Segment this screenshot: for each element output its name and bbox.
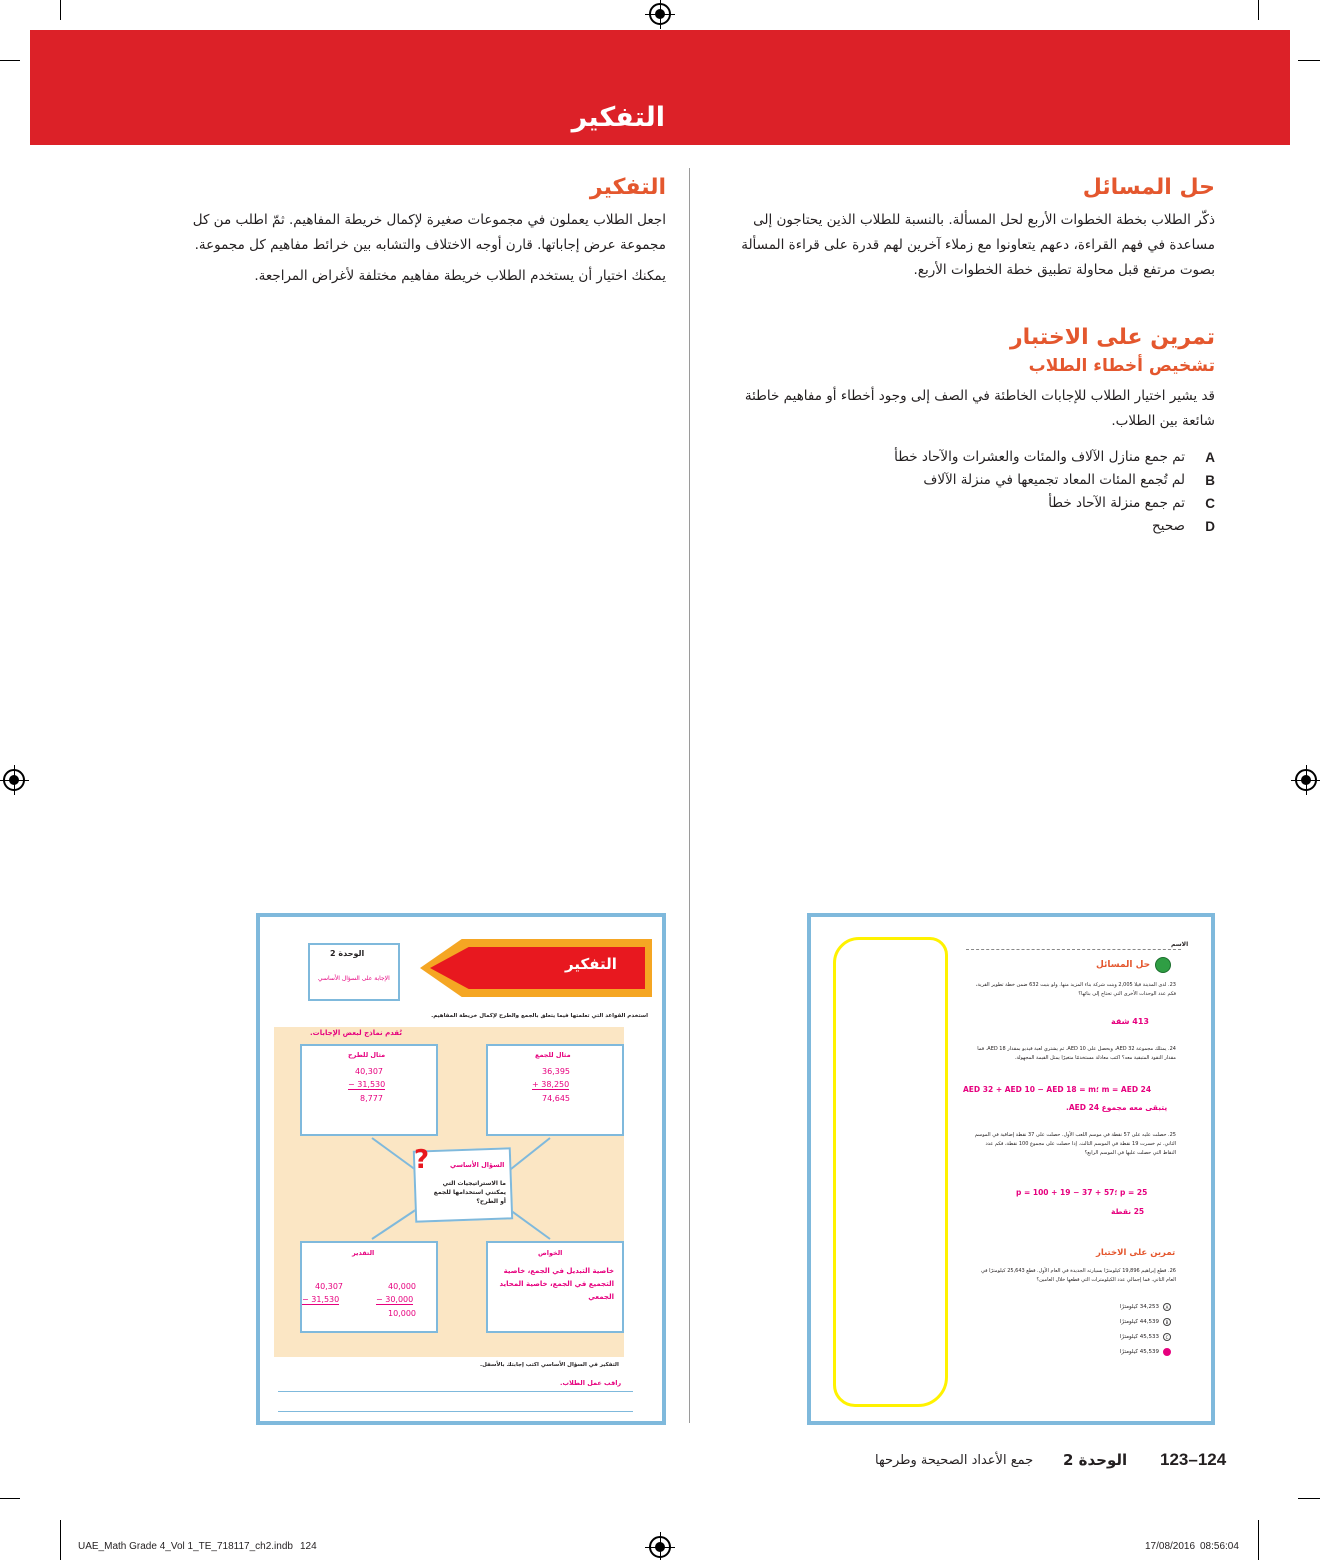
- thumb-add-line: 36,395: [542, 1067, 570, 1076]
- thumb-prop-title: الخواص: [538, 1249, 563, 1257]
- thumb-answer-line: [278, 1411, 633, 1412]
- answer-choice: [715, 469, 1215, 492]
- thumb-name-label: الاسم: [1171, 941, 1189, 948]
- thumb-sub-line: − 31,530: [348, 1080, 386, 1089]
- thumb-option: [1081, 1314, 1171, 1329]
- slug-time: 08:56:04: [1200, 1541, 1239, 1552]
- problem-solving-paragraph: ذكّر الطلاب بخطة الخطوات الأربع لحل المسألة. بالنسبة للطلاب الذين يحتاجون إلى مساعدة في فهم القراءة، دعهم يتعاونوا مع زملاء آخرين لهم قدرة على قراءة المسألة بصوت مرتفع قبل محاولة تطبيق خطة الخطوات الأربع.: [741, 212, 1215, 278]
- answer-choice: [715, 492, 1215, 515]
- crop-mark: [60, 0, 61, 20]
- thumb-name-line: [966, 949, 1181, 950]
- thumb-option: [1081, 1329, 1171, 1344]
- problem-solving-heading: حل المسائل: [1082, 175, 1215, 200]
- answer-choices: [715, 446, 1215, 538]
- choice-text: تم جمع منازل الآلاف والمئات والعشرات والآحاد خطأ: [894, 449, 1185, 465]
- thumb-footer-question: التفكير في السؤال الأساسي اكتب إجابتك بالأسفل.: [480, 1362, 619, 1368]
- slug-filename: UAE_Math Grade 4_Vol 1_TE_718117_ch2.indb: [78, 1541, 293, 1552]
- crop-mark: [0, 1498, 20, 1499]
- column-divider: [689, 168, 690, 1423]
- crop-mark: [60, 1520, 61, 1560]
- thumb-a23: 413 شقة: [1111, 1017, 1149, 1026]
- thumb-options: [1081, 1299, 1171, 1359]
- crop-mark: [1258, 0, 1259, 20]
- thumb-e25: p = 25 ؛57 + 37 − 19 + p = 100: [1016, 1188, 1148, 1197]
- thumb-option-text: 45,539 كيلومترًا: [1119, 1348, 1159, 1355]
- test-practice-heading: تمرين على الاختبار: [1009, 325, 1215, 350]
- thumb-est-line: 40,307: [315, 1282, 343, 1291]
- crop-mark: [0, 60, 20, 61]
- thumb-prop-text: خاصية التبديل في الجمع، خاصية التجميع في الجمع، خاصية المحايد الجمعي: [499, 1267, 614, 1301]
- footer-unit-label: الوحدة 2: [1063, 1451, 1128, 1469]
- thumbnail-worksheet: [807, 913, 1215, 1425]
- thumb-unit-label: الوحدة 2: [330, 949, 365, 958]
- thumb-option-text: 34,253 كيلومترًا: [1119, 1303, 1159, 1310]
- footer-unit-title: جمع الأعداد الصحيحة وطرحها: [875, 1453, 1034, 1468]
- globe-icon: [1155, 957, 1171, 973]
- reflection-heading: التفكير: [589, 175, 666, 200]
- thumb-test-heading: تمرين على الاختبار: [1096, 1248, 1176, 1258]
- thumb-option: [1081, 1344, 1171, 1359]
- reflection-note: يمكنك اختيار أن يستخدم الطلاب خريطة مفاهيم مختلفة لأغراض المراجعة.: [254, 268, 666, 284]
- reflection-paragraph: اجعل الطلاب يعملون في مجموعات صغيرة لإكمال خريطة المفاهيم. ثمّ اطلب من كل مجموعة عرض إجاباتها. قارن أوجه الاختلاف والتشابه بين خرائط مفاهيم كل مجموعة.: [192, 212, 666, 253]
- answer-choice: [715, 446, 1215, 469]
- thumbnail-concept-map: [256, 913, 666, 1425]
- choice-letter: D: [1205, 519, 1215, 534]
- thumb-q26: 26. قطع إبراهيم 19,896 كيلومترًا بسيارته الجديدة في العام الأول. قطع 25,643 كيلومترًا في العام الثاني. فما إجمالي عدد الكيلومترات التي قطعها خلال العامين؟: [981, 1268, 1176, 1283]
- thumb-est-line: 10,000: [388, 1309, 416, 1318]
- choice-text: صحيح: [1152, 518, 1185, 534]
- crop-mark: [1298, 1498, 1320, 1499]
- registration-mark-icon: [3, 769, 25, 791]
- option-bubble-icon: B: [1163, 1318, 1171, 1326]
- choice-text: لم تُجمع المئات المعاد تجميعها في منزلة الآلاف: [923, 472, 1185, 488]
- thumb-section-title: حل المسائل: [1096, 960, 1151, 970]
- thumb-footer-note: راقب عمل الطلاب.: [560, 1379, 622, 1387]
- diagnose-paragraph: قد يشير اختيار الطلاب للإجابات الخاطئة في الصف إلى وجود أخطاء أو مفاهيم خاطئة شائعة بين الطلاب.: [744, 388, 1215, 429]
- registration-mark-icon: [1295, 769, 1317, 791]
- registration-mark-icon: [649, 1536, 671, 1558]
- thumb-essential-label: الإجابة على السؤال الأساسي: [318, 975, 390, 982]
- question-mark-icon: ?: [414, 1145, 430, 1175]
- thumb-sub-line: 40,307: [355, 1067, 383, 1076]
- thumb-banner-title: التفكير: [565, 955, 617, 973]
- crop-mark: [1258, 1520, 1259, 1560]
- slug-page: 124: [300, 1541, 317, 1552]
- right-column: [715, 175, 1215, 538]
- page-title: التفكير: [571, 102, 665, 133]
- thumb-option-text: 45,533 كيلومترًا: [1119, 1333, 1159, 1340]
- thumb-hint: تُقدم نماذج لبعض الإجابات.: [310, 1029, 402, 1037]
- yellow-highlight-loop: [833, 937, 948, 1407]
- thumb-sub-title: مثال للطرح: [348, 1051, 386, 1059]
- thumb-a24: يتبقى معه مجموع AED 24.: [1066, 1103, 1168, 1112]
- thumb-est-line: − 30,000: [376, 1295, 414, 1304]
- thumb-sub-line: 8,777: [360, 1094, 383, 1103]
- thumb-option-text: 44,539 كيلومترًا: [1119, 1318, 1159, 1325]
- choice-letter: A: [1205, 450, 1215, 465]
- thumb-a25: 25 نقطة: [1111, 1207, 1145, 1216]
- thumb-q23: 23. لدى المدينة فيلا 2,005 وبنت شركة بناء المزيد منها. ولو بنيت 632 ضمن خطة تطوير القرية، فكم عدد الوحدات الأخرى التي تحتاج إلى بنائها؟: [975, 982, 1176, 997]
- thumb-q25: 25. حصلت عليه على 57 نقطة في موسم اللعب الأول. حصلت على 37 نقطة إضافية في الموسم الثاني. ثم خسرت 19 نقطة في الموسم الثالث. إذا حصلت على مجموع 100 نقطة، فكم عدد النقاط التي حصلت عليها في الموسم الرابع؟: [974, 1132, 1176, 1156]
- left-column: [180, 175, 666, 289]
- footer-page-range: 123–124: [1160, 1450, 1227, 1469]
- thumb-option: [1081, 1299, 1171, 1314]
- thumb-add-line: + 38,250: [532, 1080, 570, 1089]
- thumb-center-title: السؤال الأساسي: [450, 1161, 505, 1169]
- thumb-q24: 24. يمتلك مجموعة AED 32، ويحصل على AED 10. ثم يشتري لعبة فيديو بمقدار AED 18. فما مقدار النقود المتبقية معه؟ اكتب معادلة مستخدمًا متغيرًا يمثل القيمة المجهولة.: [977, 1046, 1176, 1061]
- thumb-add-title: مثال للجمع: [535, 1051, 571, 1059]
- slug-date: 17/08/2016: [1145, 1541, 1196, 1552]
- thumb-answer-line: [278, 1391, 633, 1392]
- option-bubble-icon: A: [1163, 1303, 1171, 1311]
- answer-choice: [715, 515, 1215, 538]
- choice-letter: B: [1205, 473, 1215, 488]
- option-bubble-icon: C: [1163, 1333, 1171, 1341]
- choice-letter: C: [1205, 496, 1215, 511]
- thumb-instruction: استخدم القواعد التي تعلمتها فيما يتعلق بالجمع والطرح لإكمال خريطة المفاهيم.: [431, 1013, 648, 1019]
- choice-text: تم جمع منزلة الآحاد خطأ: [1048, 495, 1185, 511]
- option-bubble-filled-icon: D: [1163, 1348, 1171, 1356]
- thumb-add-line: 74,645: [542, 1094, 570, 1103]
- thumb-center-text: ما الاستراتيجيات التي يمكنني استخدامها للجمع أو الطرح؟: [433, 1180, 506, 1205]
- thumb-est-line: 40,000: [388, 1282, 416, 1291]
- registration-mark-icon: [649, 3, 671, 25]
- thumb-est-title: التقدير: [352, 1249, 375, 1257]
- thumb-est-line: − 31,530: [302, 1295, 340, 1304]
- thumb-e24: m = AED 24 ؛AED 32 + AED 10 − AED 18 = m: [963, 1085, 1152, 1094]
- diagnose-errors-heading: تشخيص أخطاء الطلاب: [1028, 356, 1215, 376]
- crop-mark: [1298, 60, 1320, 61]
